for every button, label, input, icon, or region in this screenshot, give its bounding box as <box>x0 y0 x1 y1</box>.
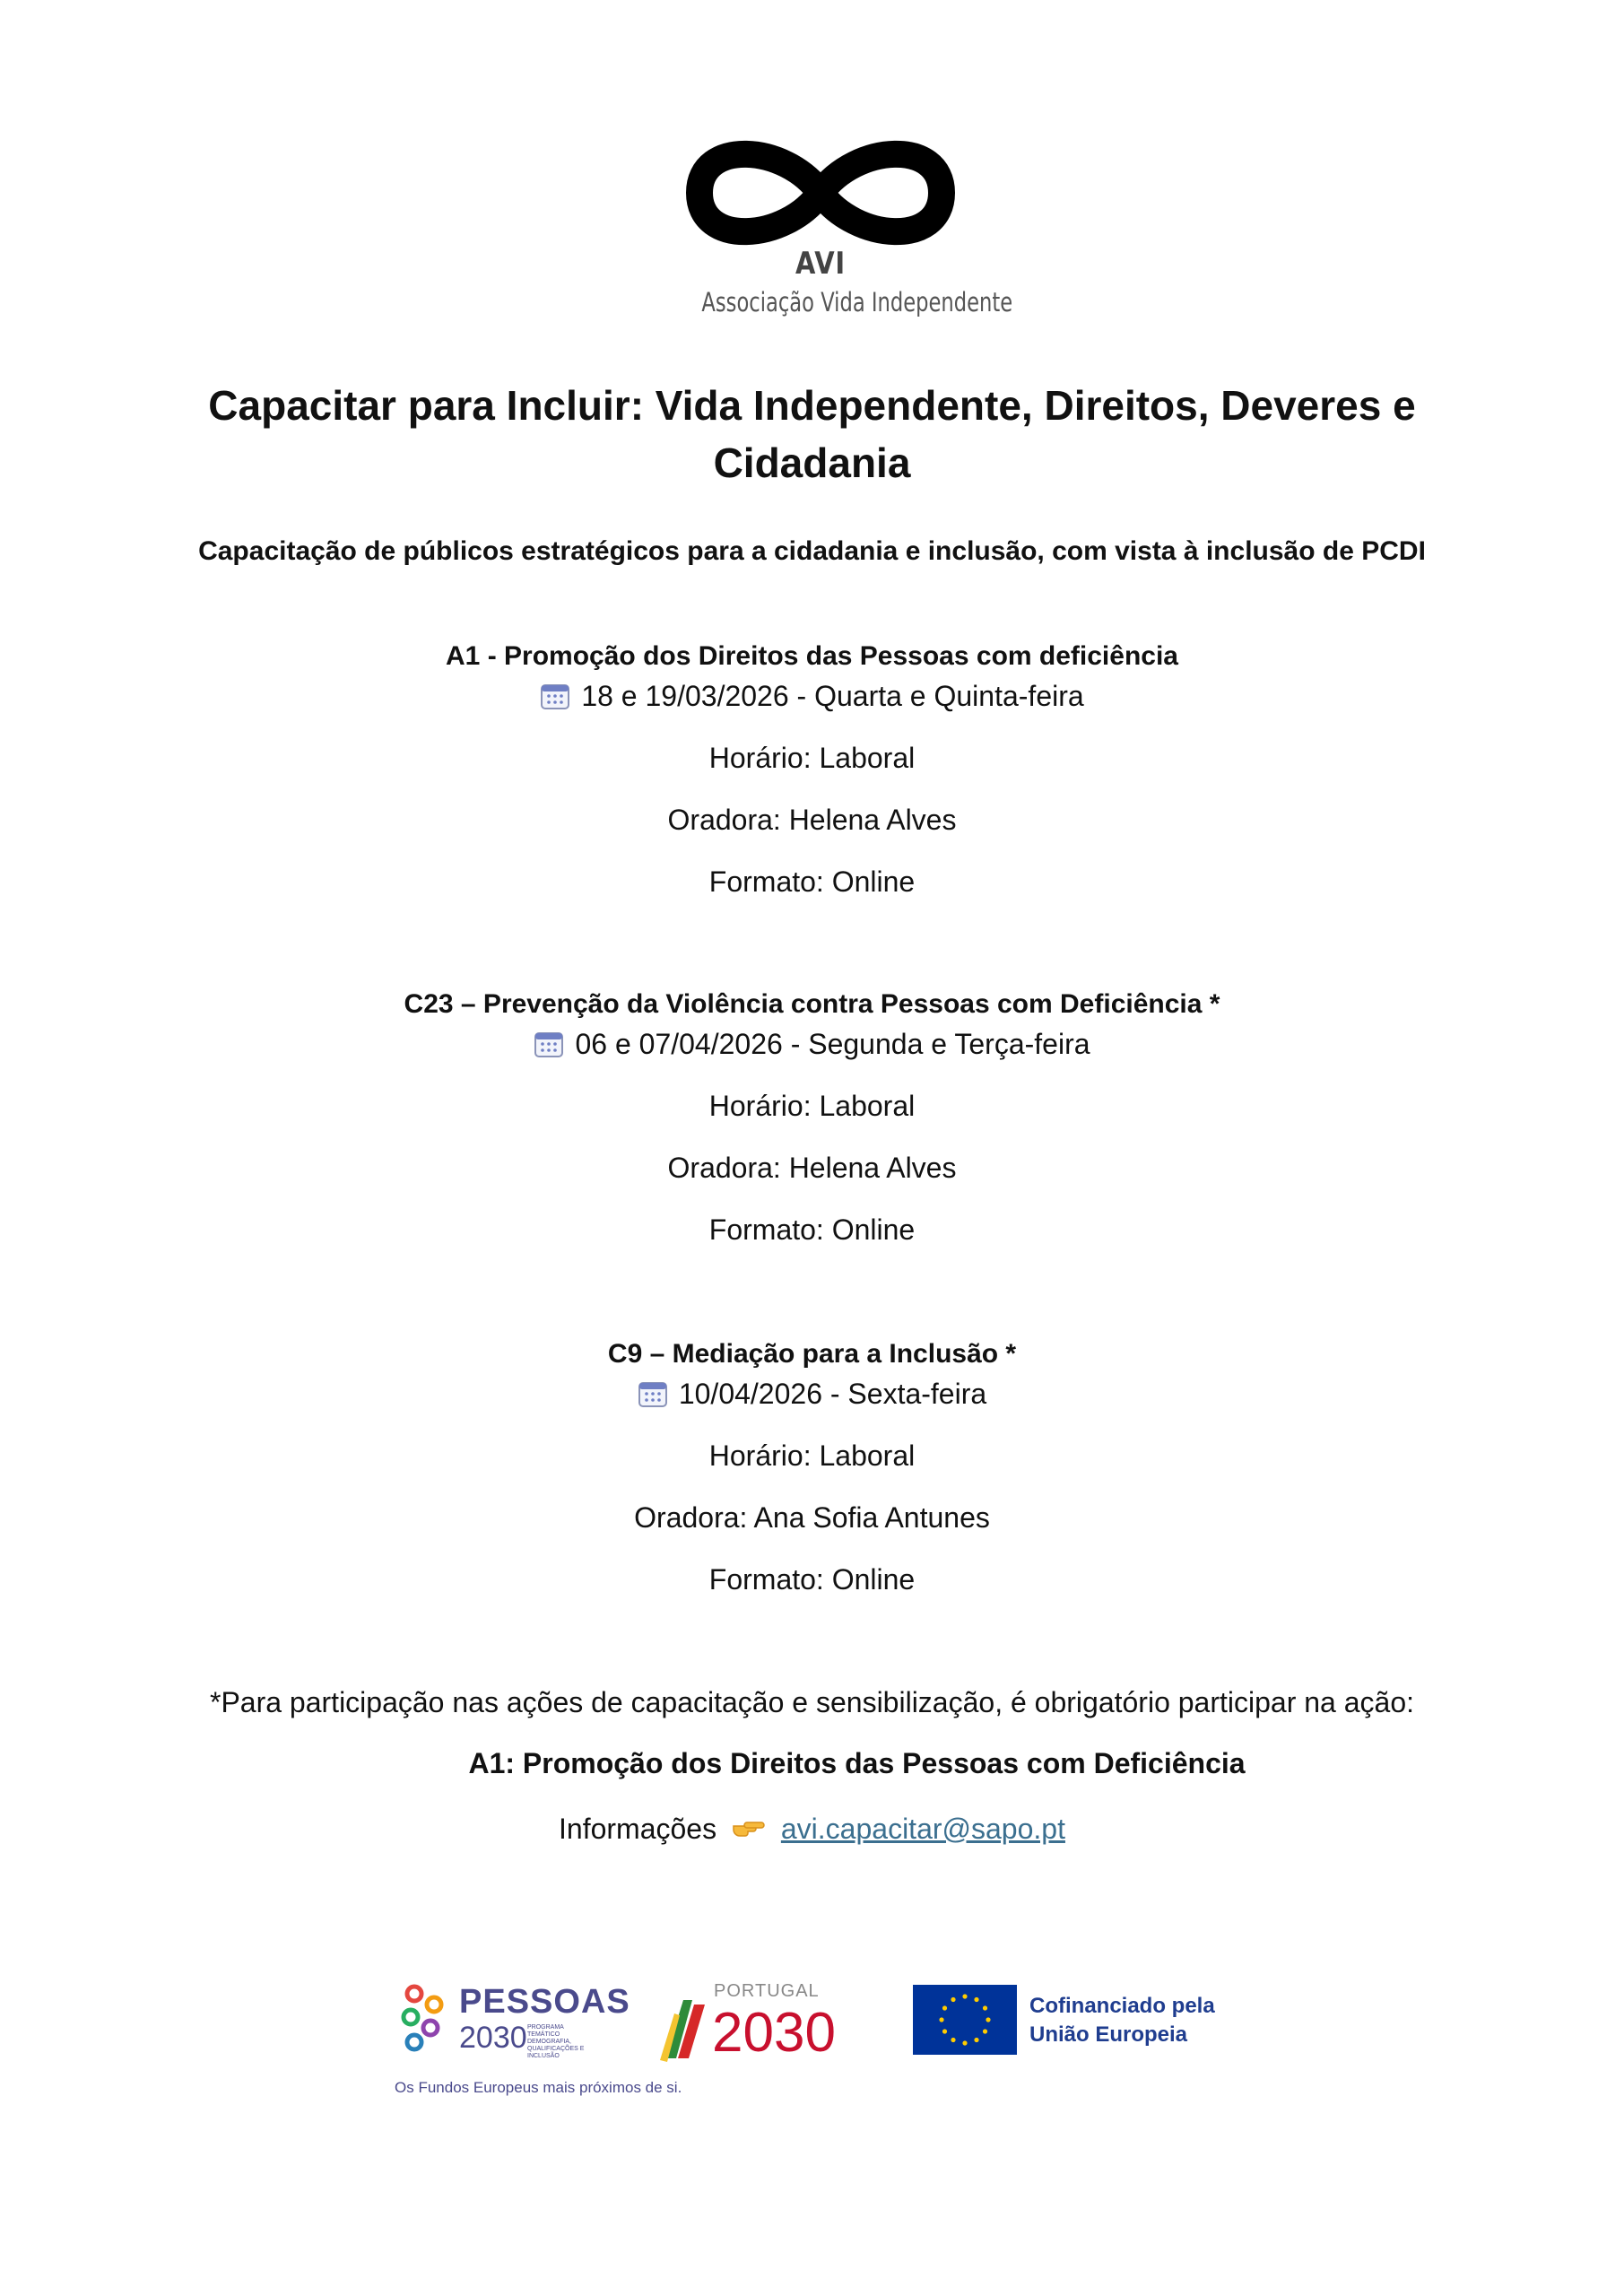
pessoas-word: PESSOAS <box>459 1983 630 2021</box>
eu-cofinancing-logo <box>913 1985 1254 2057</box>
fundos-tagline: Os Fundos Europeus mais próximos de si. <box>395 2079 682 2096</box>
avi-logo <box>668 135 1013 317</box>
info-label: Informações <box>559 1813 717 1845</box>
session-date-text: 06 e 07/04/2026 - Segunda e Terça-feira <box>575 1028 1090 1060</box>
session-horario: Horário: Laboral <box>708 742 916 774</box>
session-horario: Horário: Laboral <box>708 1439 916 1472</box>
portugal-flag-icon <box>656 1996 710 2067</box>
eu-text <box>1029 1992 1215 2049</box>
session-formato: Formato: Online <box>708 865 916 898</box>
calendar-icon <box>540 682 570 710</box>
portugal-2030-logo <box>656 1978 863 2076</box>
session-oradora: Oradora: Helena Alves <box>667 1152 957 1184</box>
pointing-hand-icon <box>732 1815 766 1842</box>
eu-flag-icon <box>913 1985 1017 2055</box>
calendar-icon <box>534 1030 564 1058</box>
pessoas-year: 2030 <box>459 2021 527 2055</box>
participation-note: *Para participação nas ações de capacitação e sensibilização, é obrigatório participar na ação: <box>209 1686 1415 1718</box>
session-oradora: Oradora: Helena Alves <box>667 804 957 836</box>
session-date <box>0 676 1624 716</box>
pessoas-small-text: PROGRAMA TEMÁTICO DEMOGRAFIA, QUALIFICAÇÕES E INCLUSÃO <box>527 2024 585 2059</box>
contact-email-link[interactable]: avi.capacitar@sapo.pt <box>780 1813 1065 1845</box>
session-date-text: 18 e 19/03/2026 - Quarta e Quinta-feira <box>581 680 1084 712</box>
page-subtitle: Capacitação de públicos estratégicos para a cidadania e inclusão, com vista à inclusão de PCDI <box>198 536 1426 566</box>
pessoas-symbol-icon <box>395 1978 454 2067</box>
page-title: Capacitar para Incluir: Vida Independente, Direitos, Deveres e Cidadania <box>208 382 1416 486</box>
logo-acronym: AVI <box>795 246 847 282</box>
logo-name: Associação Vida Independente <box>701 287 1013 317</box>
session-title: C23 – Prevenção da Violência contra Pessoas com Deficiência * <box>404 989 1220 1019</box>
session-title: C9 – Mediação para a Inclusão * <box>607 1339 1017 1369</box>
portugal-word: PORTUGAL <box>714 1981 820 2001</box>
required-action: A1: Promoção dos Direitos das Pessoas com Deficiência <box>468 1747 1246 1779</box>
session-c23 <box>0 987 1624 1249</box>
eu-line-2: União Europeia <box>1029 2022 1188 2047</box>
session-oradora: Oradora: Ana Sofia Antunes <box>634 1501 990 1534</box>
session-title: A1 - Promoção dos Direitos das Pessoas com deficiência <box>446 641 1178 671</box>
session-date <box>0 1374 1624 1413</box>
eu-line-1: Cofinanciado pela <box>1029 1994 1215 2018</box>
session-horario: Horário: Laboral <box>708 1090 916 1122</box>
session-date-text: 10/04/2026 - Sexta-feira <box>678 1378 987 1410</box>
calendar-icon <box>638 1379 668 1408</box>
session-formato: Formato: Online <box>708 1213 916 1246</box>
session-date <box>0 1024 1624 1064</box>
session-formato: Formato: Online <box>708 1563 916 1596</box>
infinity-icon <box>673 135 968 251</box>
session-a1 <box>0 639 1624 901</box>
portugal-year: 2030 <box>712 2002 836 2064</box>
info-line <box>0 1813 1624 1846</box>
session-c9 <box>0 1336 1624 1599</box>
